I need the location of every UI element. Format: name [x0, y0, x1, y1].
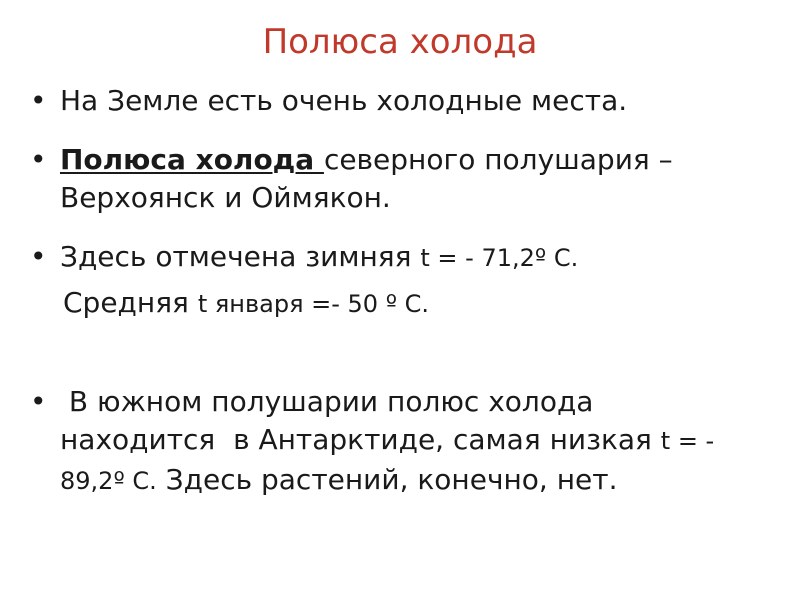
bullet-item-1: [30, 82, 627, 120]
slide-title: Полюса холода: [262, 22, 538, 62]
bullet-text-line-3: [30, 461, 617, 500]
bullet-text-line-1: В южном полушарии полюс холода: [60, 385, 594, 418]
temperature-value: t = -: [660, 427, 715, 455]
bullet-text: На Земле есть очень холодные места.: [60, 84, 628, 117]
sub-item-prefix: Средняя: [63, 286, 198, 319]
bullet-text-prefix: Здесь отмечена зимняя: [60, 240, 421, 273]
temperature-value: t января =- 50 º С.: [197, 290, 430, 318]
bullet-text-prefix: находится в Антарктиде, самая низкая: [60, 423, 661, 456]
bullet-text-rest: Здесь растений, конечно, нет.: [156, 463, 618, 496]
bullet-item-2: [30, 141, 673, 179]
temperature-value: 89,2º С.: [60, 467, 157, 495]
bullet-item-3: [30, 238, 578, 277]
bullet-item-4-continuation-2: [30, 461, 617, 500]
bullet-marker: •: [30, 240, 47, 273]
bullet-text-line-2: [30, 421, 714, 460]
bullet-text-line-2: Верхоянск и Оймякон.: [60, 181, 391, 214]
bullet-text-rest: северного полушария –: [323, 143, 673, 176]
temperature-value: t = - 71,2º С.: [420, 244, 579, 272]
sub-item-average-january: [30, 284, 429, 323]
bullet-item-4: [30, 383, 593, 421]
sub-item-text: [30, 284, 429, 323]
bullet-item-2-continuation: [30, 179, 391, 217]
emphasis-text: Полюса холода: [60, 143, 324, 176]
bullet-text-line-1: [30, 141, 673, 179]
bullet-item-4-continuation-1: [30, 421, 714, 460]
bullet-text: [30, 238, 578, 277]
bullet-marker: •: [30, 84, 47, 117]
bullet-marker: •: [30, 143, 47, 176]
bullet-marker: •: [30, 385, 47, 418]
